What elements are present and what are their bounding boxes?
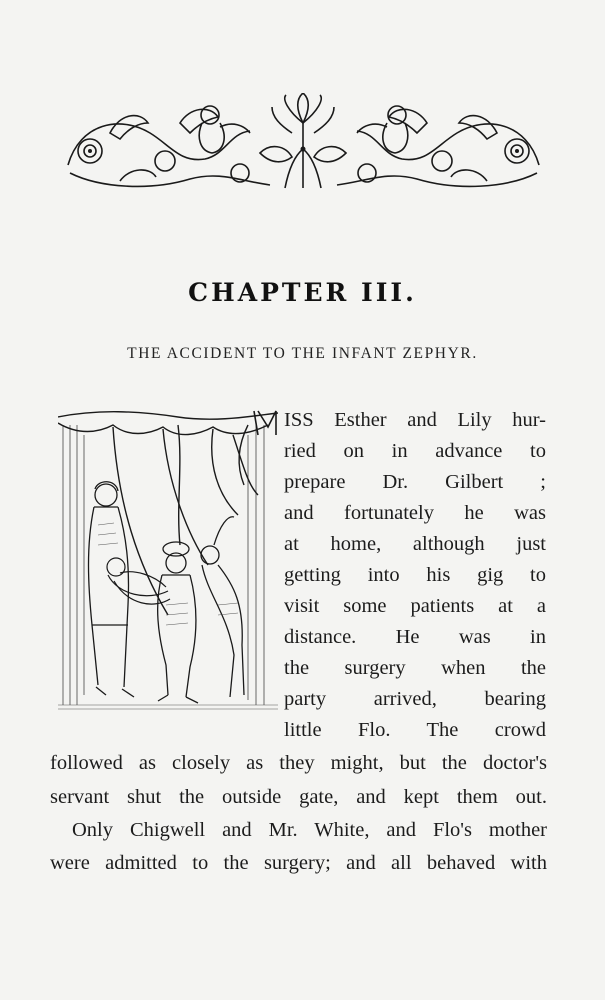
text-line-3: prepare Dr. Gilbert ; bbox=[284, 471, 546, 493]
text-line-1: ISS Esther and Lily hur- bbox=[284, 409, 546, 431]
text-line-5: at home, although just bbox=[284, 533, 546, 555]
text-line-2: ried on in advance to bbox=[284, 440, 546, 462]
text-line-14: Only Chigwell and Mr. White, and Flo's mother bbox=[72, 819, 547, 841]
text-line-7: visit some patients at a bbox=[284, 595, 546, 617]
text-line-8: distance. He was in bbox=[284, 626, 546, 648]
text-line-4: and fortunately he was bbox=[284, 502, 546, 524]
text-line-15: were admitted to the surgery; and all behaved with bbox=[50, 852, 547, 874]
text-line-10: party arrived, bearing bbox=[284, 688, 546, 710]
curtain-scene-illustration-icon bbox=[58, 405, 278, 715]
text-line-12: followed as closely as they might, but the doctor's bbox=[50, 752, 547, 774]
chapter-subtitle: THE ACCIDENT TO THE INFANT ZEPHYR. bbox=[127, 345, 478, 362]
chapter-title: CHAPTER III. bbox=[188, 278, 417, 307]
text-line-9: the surgery when the bbox=[284, 657, 546, 679]
text-line-13: servant shut the outside gate, and kept them out. bbox=[50, 786, 547, 808]
text-line-6: getting into his gig to bbox=[284, 564, 546, 586]
ornamental-headpiece bbox=[60, 93, 547, 198]
ornament-scroll-icon bbox=[60, 93, 547, 198]
text-line-11: little Flo. The crowd bbox=[284, 719, 546, 741]
engraved-illustration bbox=[58, 405, 278, 715]
